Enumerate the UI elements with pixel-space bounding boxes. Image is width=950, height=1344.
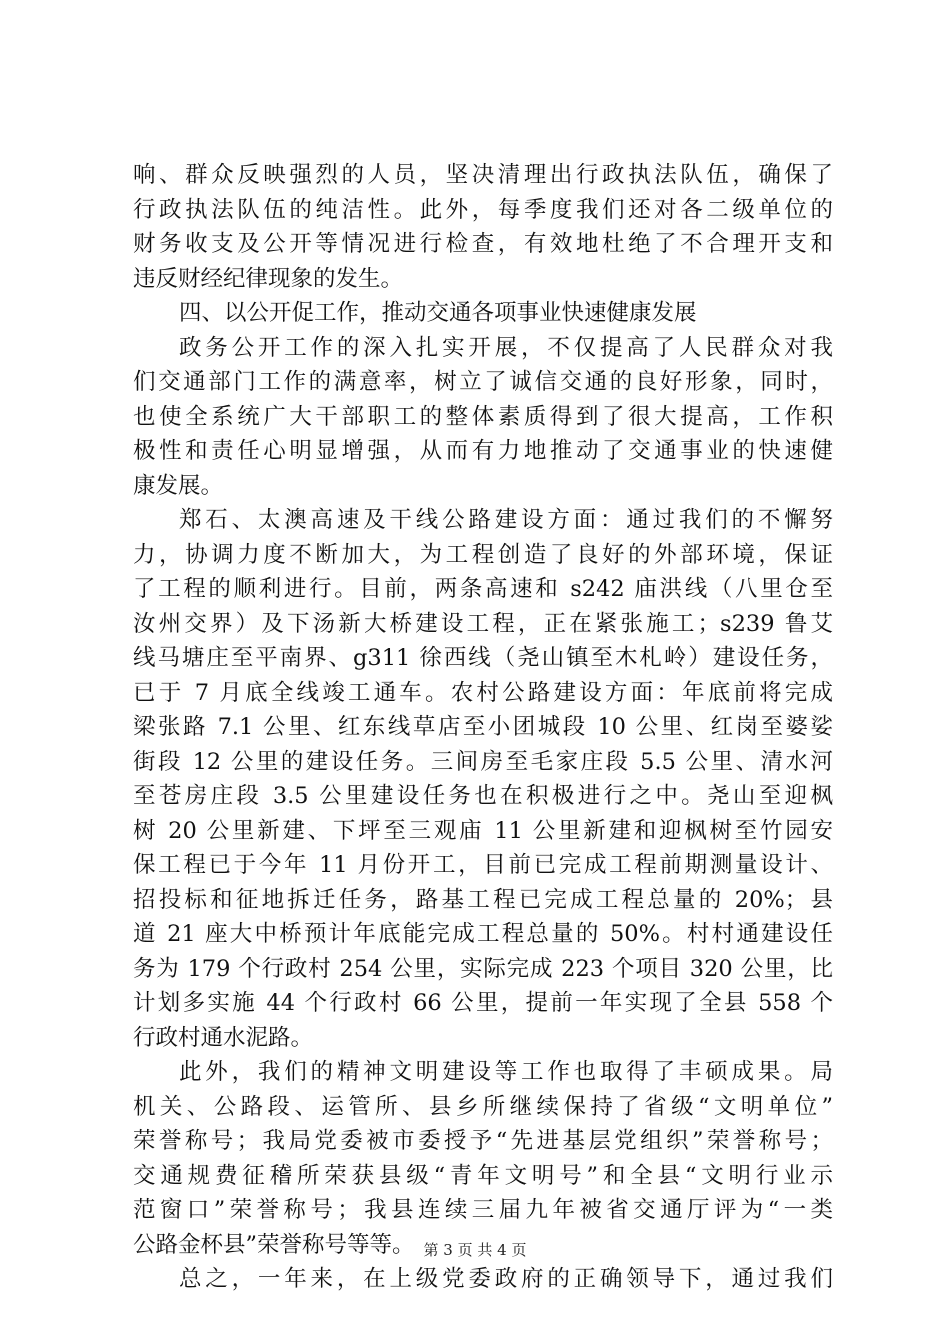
text-line: 交通规费征稽所荣获县级“青年文明号”和全县“文明行业示 [133,1162,833,1189]
text-line: 保工程已于今年 11 月份开工，目前已完成工程前期测量设计、 [133,852,833,878]
text-line: 街段 12 公里的建设任务。三间房至毛家庄段 5.5 公里、清水河 [133,748,833,775]
text-line: 荣誉称号；我局党委被市委授予“先进基层党组织”荣誉称号； [133,1128,833,1154]
text-line: 机关、公路段、运管所、县乡所继续保持了省级“文明单位” [133,1093,833,1120]
text-line: 线马塘庄至平南界、g311 徐西线（尧山镇至木札岭）建设任务， [133,645,833,671]
text-line: 计划多实施 44 个行政村 66 公里，提前一年实现了全县 558 个 [133,990,833,1016]
text-line: 们交通部门工作的满意率，树立了诚信交通的良好形象，同时， [133,369,833,395]
text-line: 汝州交界）及下汤新大桥建设工程，正在紧张施工；s239 鲁艾 [133,610,833,637]
text-line: 四、以公开促工作，推动交通各项事业快速健康发展 [179,300,697,326]
text-line: 极性和责任心明显增强，从而有力地推动了交通事业的快速健 [133,438,833,464]
text-line: 公路金杯县”荣誉称号等等。 [133,1231,415,1258]
text-line: 此外，我们的精神文明建设等工作也取得了丰硕成果。局 [179,1059,833,1085]
text-line: 行政执法队伍的纯洁性。此外，每季度我们还对各二级单位的 [133,196,833,223]
text-line: 务为 179 个行政村 254 公里，实际完成 223 个项目 320 公里，比 [133,955,833,982]
text-line: 道 21 座大中桥预计年底能完成工程总量的 50%。村村通建设任 [133,921,833,947]
body-text [133,158,833,1297]
text-line: 政务公开工作的深入扎实开展，不仅提高了人民群众对我 [179,334,833,361]
text-line: 行政村通水泥路。 [133,1024,314,1051]
text-line: 总之，一年来，在上级党委政府的正确领导下，通过我们 [179,1266,833,1292]
text-line: 已于 7 月底全线竣工通车。农村公路建设方面：年底前将完成 [133,679,833,706]
text-line: 郑石、太澳高速及干线公路建设方面：通过我们的不懈努 [179,507,833,533]
text-line: 范窗口”荣誉称号；我县连续三届九年被省交通厅评为“一类 [133,1197,833,1223]
text-line: 违反财经纪律现象的发生。 [133,265,404,292]
text-line: 至苍房庄段 3.5 公里建设任务也在积极进行之中。尧山至迎枫 [133,783,833,809]
text-line: 财务收支及公开等情况进行检查，有效地杜绝了不合理开支和 [133,231,833,257]
text-line: 力，协调力度不断加大，为工程创造了良好的外部环境，保证 [133,541,833,568]
text-line: 也使全系统广大干部职工的整体素质得到了很大提高，工作积 [133,403,833,430]
text-line: 树 20 公里新建、下坪至三观庙 11 公里新建和迎枫树至竹园安 [133,817,833,844]
text-line: 招投标和征地拆迁任务，路基工程已完成工程总量的 20%；县 [133,886,833,913]
text-line: 梁张路 7.1 公里、红东线草店至小团城段 10 公里、红岗至婆娑 [133,714,833,740]
page-footer: 第 3 页 共 4 页 [423,1241,527,1259]
text-line: 康发展。 [133,472,224,499]
text-line: 响、群众反映强烈的人员，坚决清理出行政执法队伍，确保了 [133,162,833,188]
text-line: 了工程的顺利进行。目前，两条高速和 s242 庙洪线（八里仓至 [133,576,833,602]
